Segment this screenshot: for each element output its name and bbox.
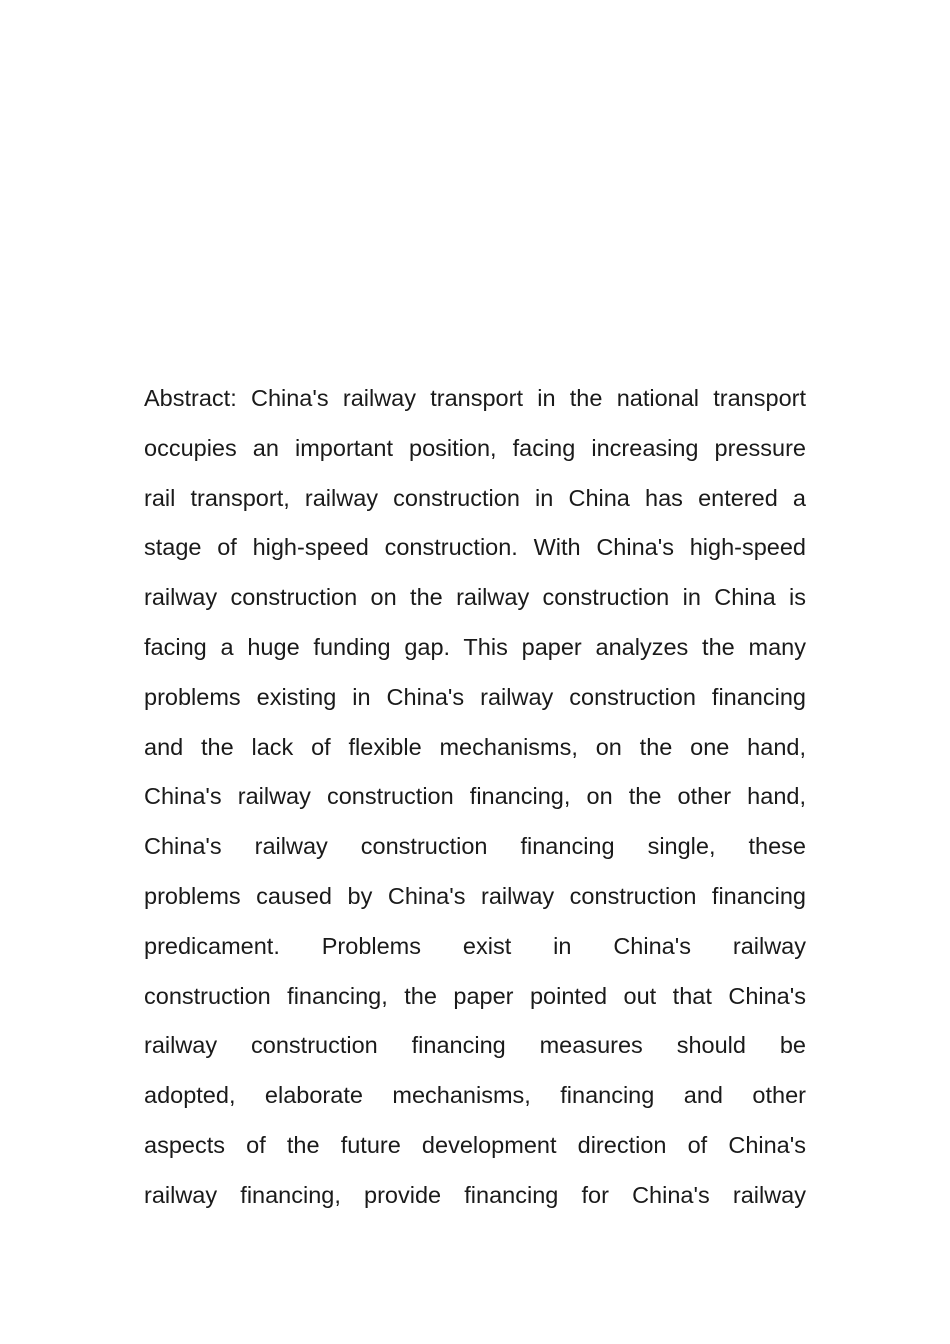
abstract-line: aspects of the future development direction of China's xyxy=(144,1131,806,1158)
abstract-line: adopted, elaborate mechanisms, financing and other xyxy=(144,1082,806,1109)
abstract-line: railway construction financing measures should be xyxy=(144,1032,806,1059)
abstract-line: facing a huge funding gap. This paper analyzes the many xyxy=(144,633,806,660)
abstract-paragraph xyxy=(144,374,806,1221)
abstract-line: problems existing in China's railway construction financing xyxy=(144,683,806,710)
abstract-line: rail transport, railway construction in China has entered a xyxy=(144,484,806,511)
abstract-line: occupies an important position, facing increasing pressure xyxy=(144,434,806,461)
abstract-line: China's railway construction financing, on the other hand, xyxy=(144,783,806,810)
abstract-line: railway financing, provide financing for China's railway xyxy=(144,1181,806,1208)
abstract-line: predicament. Problems exist in China's railway xyxy=(144,932,806,959)
abstract-line: stage of high-speed construction. With China's high-speed xyxy=(144,534,806,561)
abstract-line: construction financing, the paper pointed out that China's xyxy=(144,982,806,1009)
abstract-line: problems caused by China's railway construction financing xyxy=(144,882,806,909)
abstract-line: and the lack of flexible mechanisms, on the one hand, xyxy=(144,733,806,760)
abstract-line: Abstract: China's railway transport in the national transport xyxy=(144,385,806,411)
abstract-line: China's railway construction financing single, these xyxy=(144,833,806,860)
abstract-line: railway construction on the railway construction in China is xyxy=(144,584,806,611)
